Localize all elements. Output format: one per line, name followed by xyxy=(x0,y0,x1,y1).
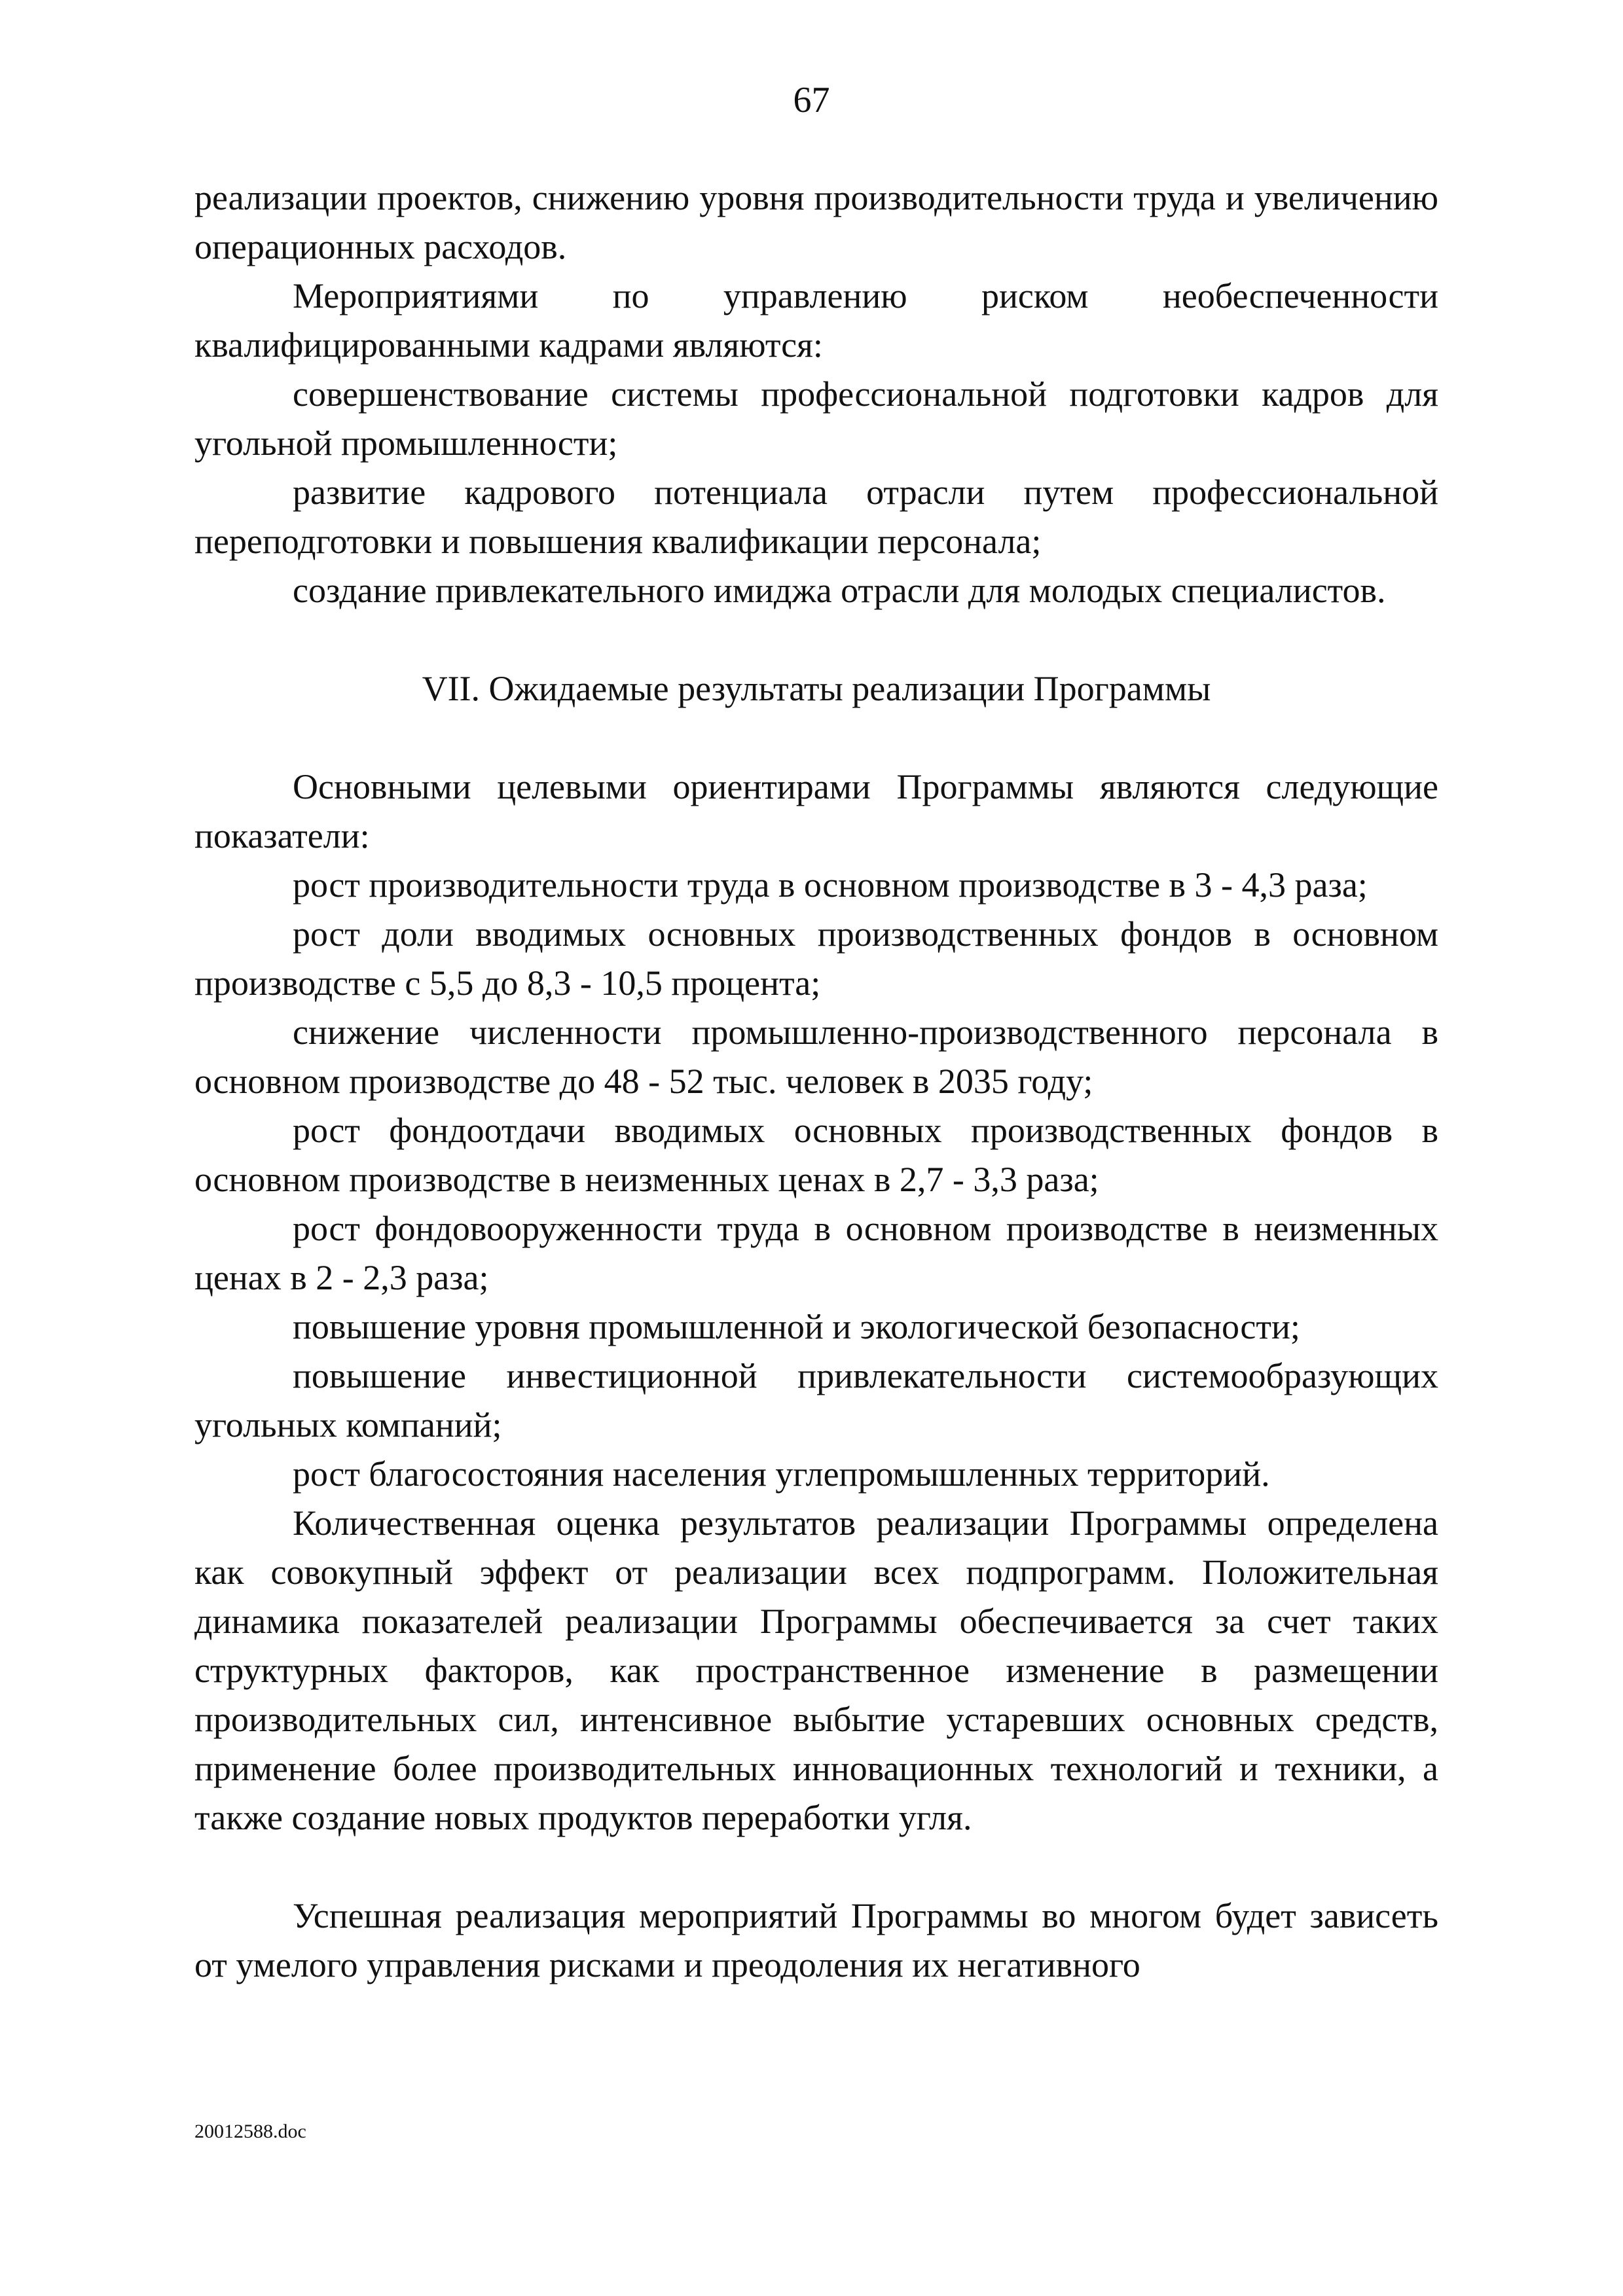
list-item-safety: повышение уровня промышленной и экологической безопасности; xyxy=(293,1307,1300,1346)
page-number: 67 xyxy=(793,80,830,120)
section-heading: VII. Ожидаемые результаты реализации Программы xyxy=(422,669,1211,708)
list-item-personnel-potential: развитие кадрового потенциала отрасли путем профессиональной переподготовки и повышения квалификации персонала; xyxy=(194,473,1438,561)
paragraph-risk-measures-intro: Мероприятиями по управлению риском необеспеченности квалифицированными кадрами являются: xyxy=(194,276,1438,365)
list-item-fixed-assets-share: рост доли вводимых основных производственных фондов в основном производстве с 5,5 до 8,3 - 10,5 процента; xyxy=(194,914,1438,1003)
paragraph-quantitative-assessment: Количественная оценка результатов реализации Программы определена как совокупный эффект от реализации всех подпрограмм. Положительная динамика показателей реализации Программы обеспечивается за счет таких структурных факторов, как пространственное изменение в размещении производительных сил, интенсивное выбытие устаревших основных средств, применение более производительных инновационных технологий и техники, а также создание новых продуктов переработки угля. xyxy=(194,1503,1438,1837)
list-item-training-system: совершенствование системы профессиональной подготовки кадров для угольной промышленности; xyxy=(194,374,1438,463)
list-item-personnel-reduction: снижение численности промышленно-производственного персонала в основном производстве до 48 - 52 тыс. человек в 2035 году; xyxy=(194,1013,1438,1101)
document-body xyxy=(194,173,1438,1990)
list-item-industry-image: создание привлекательного имиджа отрасли для молодых специалистов. xyxy=(293,571,1386,610)
footer-filename: 20012588.doc xyxy=(194,2121,306,2142)
paragraph-continuation: реализации проектов, снижению уровня производительности труда и увеличению операционных расходов. xyxy=(194,178,1438,266)
paragraph-targets-intro: Основными целевыми ориентирами Программы являются следующие показатели: xyxy=(194,767,1438,855)
list-item-labor-productivity: рост производительности труда в основном производстве в 3 - 4,3 раза; xyxy=(293,865,1368,905)
paragraph-successful-implementation: Успешная реализация мероприятий Программы во многом будет зависеть от умелого управления рисками и преодоления их негативного xyxy=(194,1896,1438,1984)
list-item-capital-productivity: рост фондоотдачи вводимых основных производственных фондов в основном производстве в неизменных ценах в 2,7 - 3,3 раза; xyxy=(194,1111,1438,1199)
list-item-capital-labor-ratio: рост фондовооруженности труда в основном производстве в неизменных ценах в 2 - 2,3 раза; xyxy=(194,1209,1438,1297)
list-item-population-welfare: рост благосостояния населения углепромышленных территорий. xyxy=(293,1454,1270,1494)
list-item-investment-attractiveness: повышение инвестиционной привлекательности системообразующих угольных компаний; xyxy=(194,1356,1438,1444)
